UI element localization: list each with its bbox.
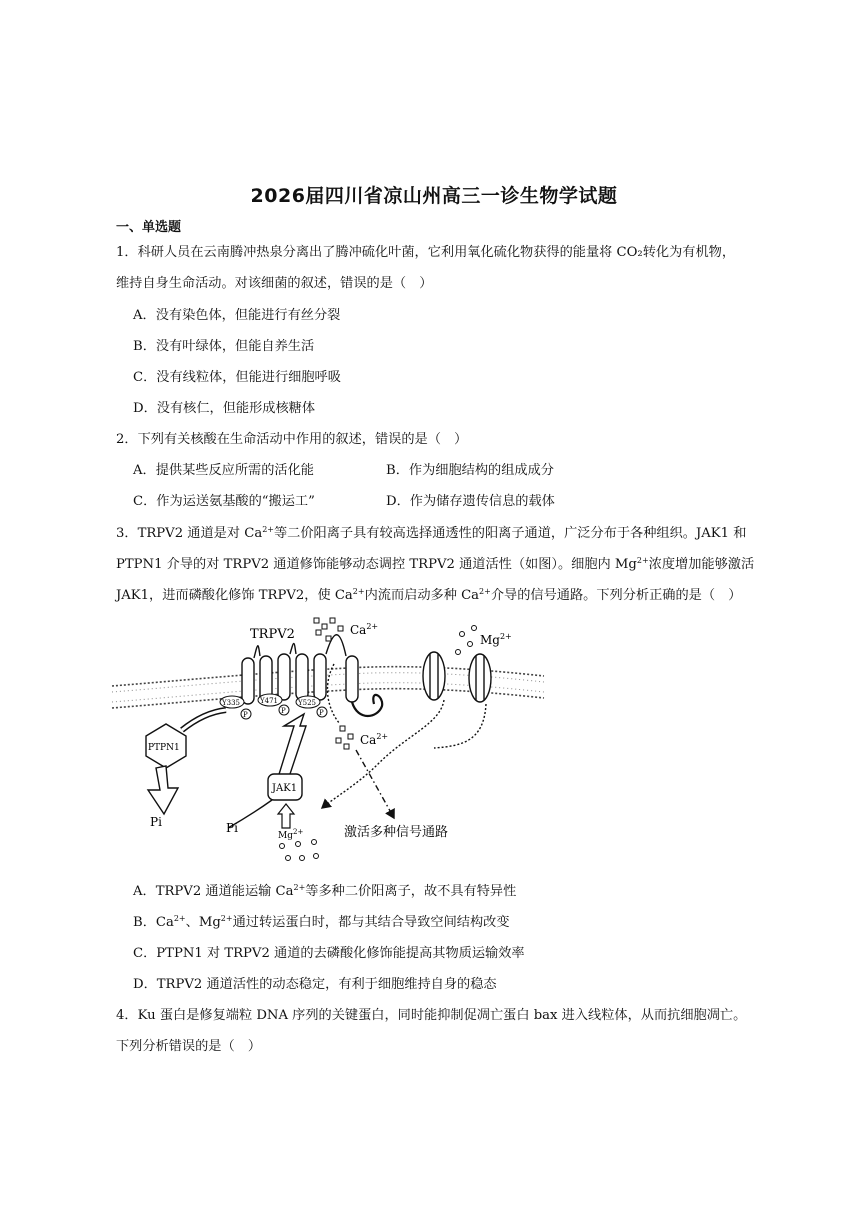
page-title: 2026届四川省凉山州高三一诊生物学试题 xyxy=(250,185,618,207)
q3-l1-sup: 2+ xyxy=(262,525,274,534)
label-pi-left: Pi xyxy=(150,815,162,829)
q3-l1-a: 3．TRPV2 通道是对 Ca xyxy=(116,526,263,541)
q3-l3-a: JAK1，进而磷酸化修饰 TRPV2，使 Ca xyxy=(116,588,353,603)
label-mg-bottom: $Mg^{2+}$ xyxy=(278,828,304,841)
q3-stem-line1 xyxy=(116,522,746,541)
label-y525: Y525 xyxy=(298,699,316,707)
q3-stem-line2 xyxy=(116,553,754,572)
q3-option-b xyxy=(133,911,510,930)
label-ptpn1: PTPN1 xyxy=(148,743,180,753)
q3-option-c: C．PTPN1 对 TRPV2 通道的去磷酸化修饰能提高其物质运输效率 xyxy=(133,946,525,961)
q1-option-a: A．没有染色体，但能进行有丝分裂 xyxy=(133,308,341,323)
q4-stem-line2: 下列分析错误的是（ ） xyxy=(116,1039,262,1054)
q3-l3-sup1: 2+ xyxy=(352,587,365,596)
q3-b-c: 通过转运蛋白时，都与其结合导致空间结构改变 xyxy=(232,915,510,930)
label-signal-pathways: 激活多种信号通路 xyxy=(344,825,449,840)
q3-a-sup: 2+ xyxy=(293,883,306,892)
calcium-ions-top xyxy=(314,618,343,641)
label-p2: P xyxy=(281,707,286,715)
ptpn1-link xyxy=(182,710,226,730)
q3-b-b: 、Mg xyxy=(185,915,221,930)
q3-l1-b: 等二价阳离子具有较高选择通透性的阳离子通道，广泛分布于各种组织。JAK1 和 xyxy=(273,526,747,541)
q2-stem: 2．下列有关核酸在生命活动中作用的叙述，错误的是（ ） xyxy=(116,432,468,447)
q2-option-a: A．提供某些反应所需的活化能 xyxy=(133,463,314,478)
magnesium-ions-bottom xyxy=(280,840,319,861)
q3-l3-b: 内流而启动多种 Ca xyxy=(364,588,480,603)
label-y471: Y471 xyxy=(260,697,278,705)
q3-l2-a: PTPN1 介导的对 TRPV2 通道修饰能够动态调控 TRPV2 通道活性（如图）。细胞内 Mg xyxy=(116,557,637,572)
label-pi-mid: Pi xyxy=(226,821,238,835)
q1-option-b: B．没有叶绿体，但能自养生活 xyxy=(133,339,315,354)
label-mg-top: $Mg^{2+}$ xyxy=(480,632,512,647)
dephosphorylation-arrow xyxy=(148,766,178,814)
section-heading: 一、单选题 xyxy=(116,220,182,235)
q2-option-b: B．作为细胞结构的组成成分 xyxy=(386,463,554,478)
q1-stem-line1: 1．科研人员在云南腾冲热泉分离出了腾冲硫化叶菌，它利用氧化硫化物获得的能量将 CO₂转化为有机物， xyxy=(116,245,736,260)
q1-option-c: C．没有线粒体，但能进行细胞呼吸 xyxy=(133,370,341,385)
label-ca-top: $Ca^{2+}$ xyxy=(350,622,379,637)
label-p1: P xyxy=(243,711,248,719)
mg-activation-arrow xyxy=(278,804,294,828)
mg-influx-path-2 xyxy=(434,704,486,748)
q3-a-a: A．TRPV2 通道能运输 Ca xyxy=(133,884,294,899)
mg-influx-path-1 xyxy=(322,700,444,808)
q3-l2-b: 浓度增加能够激活 xyxy=(648,557,755,572)
q3-l3-sup2: 2+ xyxy=(479,587,491,596)
q3-stem-line3 xyxy=(116,584,741,603)
q2-option-c: C．作为运送氨基酸的“搬运工” xyxy=(133,494,315,509)
q3-l3-c: 介导的信号通路。下列分析正确的是（ ） xyxy=(490,588,742,603)
q3-b-sup1: 2+ xyxy=(173,914,186,923)
q2-option-d: D．作为储存遗传信息的载体 xyxy=(386,494,555,509)
calcium-ions-cytosol xyxy=(336,726,353,749)
label-p3: P xyxy=(319,709,324,717)
q3-a-b: 等多种二价阳离子，故不具有特异性 xyxy=(305,884,517,899)
signal-pathway-arrow xyxy=(356,750,394,818)
q3-l2-sup: 2+ xyxy=(636,556,649,565)
calcium-influx-path xyxy=(327,664,340,724)
q1-stem-line2: 维持自身生命活动。对该细菌的叙述，错误的是（ ） xyxy=(116,276,433,291)
q3-b-sup2: 2+ xyxy=(220,914,233,923)
q4-stem-line1: 4．Ku 蛋白是修复端粒 DNA 序列的关键蛋白，同时能抑制促凋亡蛋白 bax 进入线粒体，从而抗细胞凋亡。 xyxy=(116,1008,747,1023)
q3-option-d: D．TRPV2 通道活性的动态稳定，有利于细胞维持自身的稳态 xyxy=(133,977,497,992)
mg-transporter xyxy=(423,652,491,702)
label-ca-mid: $Ca^{2+}$ xyxy=(360,732,389,747)
label-y335: Y335 xyxy=(222,699,240,707)
label-jak1: JAK1 xyxy=(272,783,298,794)
q3-option-a xyxy=(133,880,516,899)
trpv2-diagram xyxy=(108,614,548,872)
q1-option-d: D．没有核仁，但能形成核糖体 xyxy=(133,401,316,416)
label-trpv2: TRPV2 xyxy=(250,627,295,642)
q3-b-a: B．Ca xyxy=(133,915,174,930)
magnesium-ions-top xyxy=(456,626,477,655)
